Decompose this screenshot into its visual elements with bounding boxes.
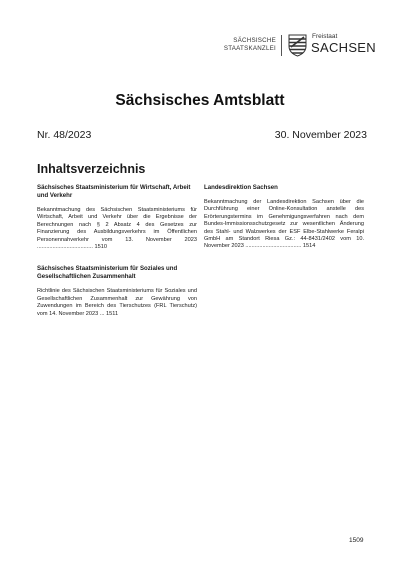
toc-issuer: Sächsisches Staatsministerium für Soziales und Gesellschaftlichen Zusammenhalt (37, 265, 178, 281)
freistaat-label: Freistaat (312, 33, 338, 40)
page-number: 1509 (349, 537, 364, 544)
toc-entry-text: Bekanntmachung der Landesdirektion Sachsen über die Durchführung einer Online-Konsultation anstelle des Erörterungstermins im Genehmigungsverfahren nach dem Bundes-Immissionsschutzgesetz zur wesentlichen Änderung des Stahl- und Walzwerkes der ESF Elbe-Stahlwerke Feralpi GmbH am Standort Riesa Gz.: 44-8431/2402 vom 10. November 2023 .................................... (204, 199, 364, 250)
kanzlei-line-2: STAATSKANZLEI (223, 45, 276, 52)
kanzlei-line-1: SÄCHSISCHE (233, 37, 276, 44)
toc-heading: Inhaltsverzeichnis (37, 162, 146, 176)
saxony-coat-of-arms-icon (288, 34, 307, 57)
sachsen-wordmark: SACHSEN (311, 40, 376, 55)
issue-date: 30. November 2023 (274, 129, 367, 141)
toc-entry[interactable] (204, 199, 364, 251)
toc-right-column (204, 184, 364, 265)
toc-entry-page: 1511 (106, 310, 119, 317)
toc-left-column (37, 184, 197, 332)
staatskanzlei-logo-text (214, 37, 276, 53)
toc-entry-text: Bekanntmachung des Sächsischen Staatsministeriums für Wirtschaft, Arbeit und Verkehr über die Ergebnisse der Berechnungen nach § 2 Absatz 4 des Gesetzes zur Finanzierung des Ausbildungsverkehrs im Öffentlichen Personennahverkehr vom 13. November 2023 .................................... (37, 207, 197, 251)
toc-entry-page: 1514 (302, 243, 316, 250)
toc-entry[interactable] (37, 207, 197, 251)
issue-number: Nr. 48/2023 (37, 129, 92, 141)
logo-divider (281, 35, 282, 56)
toc-issuer: Sächsisches Staatsministerium für Wirtschaft, Arbeit und Verkehr (37, 184, 191, 199)
toc-issuer: Landesdirektion Sachsen (204, 184, 278, 191)
toc-entry[interactable] (37, 288, 197, 318)
toc-entry-text: Richtlinie des Sächsischen Staatsministeriums für Soziales und Gesellschaftlichen Zusammenhalt zur Gewährung von Zuwendungen im Bereich des Tierschutzes (FRL Tierschutz) vom 14. November 2023 ... (37, 288, 197, 317)
toc-entry-page: 1510 (94, 244, 107, 251)
page-title: Sächsisches Amtsblatt (115, 92, 285, 109)
